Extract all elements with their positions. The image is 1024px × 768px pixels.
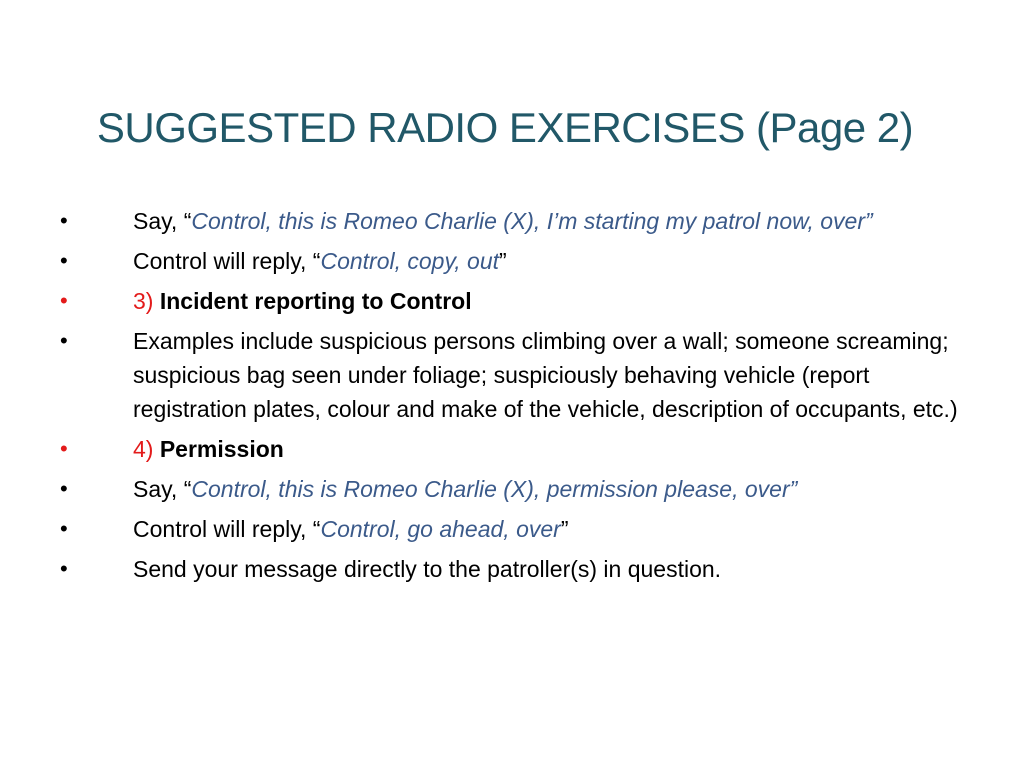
section-number: 3) [133,288,154,314]
bullet-icon: • [60,516,68,541]
slide-title: SUGGESTED RADIO EXERCISES (Page 2) [96,104,914,151]
list-item [60,472,960,506]
item-suffix: ” [789,476,798,502]
item-prefix: Control will reply, “ [133,248,321,274]
section-heading: Permission [159,436,284,462]
bullet-icon: • [60,248,68,273]
list-item [60,512,960,546]
bullet-icon: • [60,556,68,581]
item-prefix: Say, “ [133,476,192,502]
section-number: 4) [133,436,154,462]
bullet-icon: • [60,436,68,461]
item-text: Send your message directly to the patroller(s) in question. [133,556,722,582]
item-suffix: ” [865,208,873,234]
item-prefix: Say, “ [133,208,192,234]
bullet-icon: • [60,208,68,233]
item-quote: Control, this is Romeo Charlie (X), I’m starting my patrol now, over [191,208,865,234]
list-item [60,284,960,318]
list-item [60,244,960,278]
bullet-list [60,204,960,592]
section-heading: Incident reporting to Control [159,288,472,314]
bullet-icon: • [60,288,68,313]
item-quote: Control, go ahead, over [320,516,561,542]
item-quote: Control, copy, out [320,248,500,274]
list-item [60,324,960,426]
item-text: Examples include suspicious persons climbing over a wall; someone screaming; suspicious bag seen under foliage; suspiciously behaving vehicle (report registration plates, colour and make of the vehicle, description of occupants, etc.) [133,328,958,422]
item-prefix: Control will reply, “ [133,516,321,542]
item-suffix: ” [560,516,569,542]
item-quote: Control, this is Romeo Charlie (X), permission please, over [191,476,790,502]
bullet-icon: • [60,328,68,353]
list-item [60,432,960,466]
item-suffix: ” [499,248,507,274]
bullet-icon: • [60,476,68,501]
list-item [60,204,960,238]
list-item [60,552,960,586]
